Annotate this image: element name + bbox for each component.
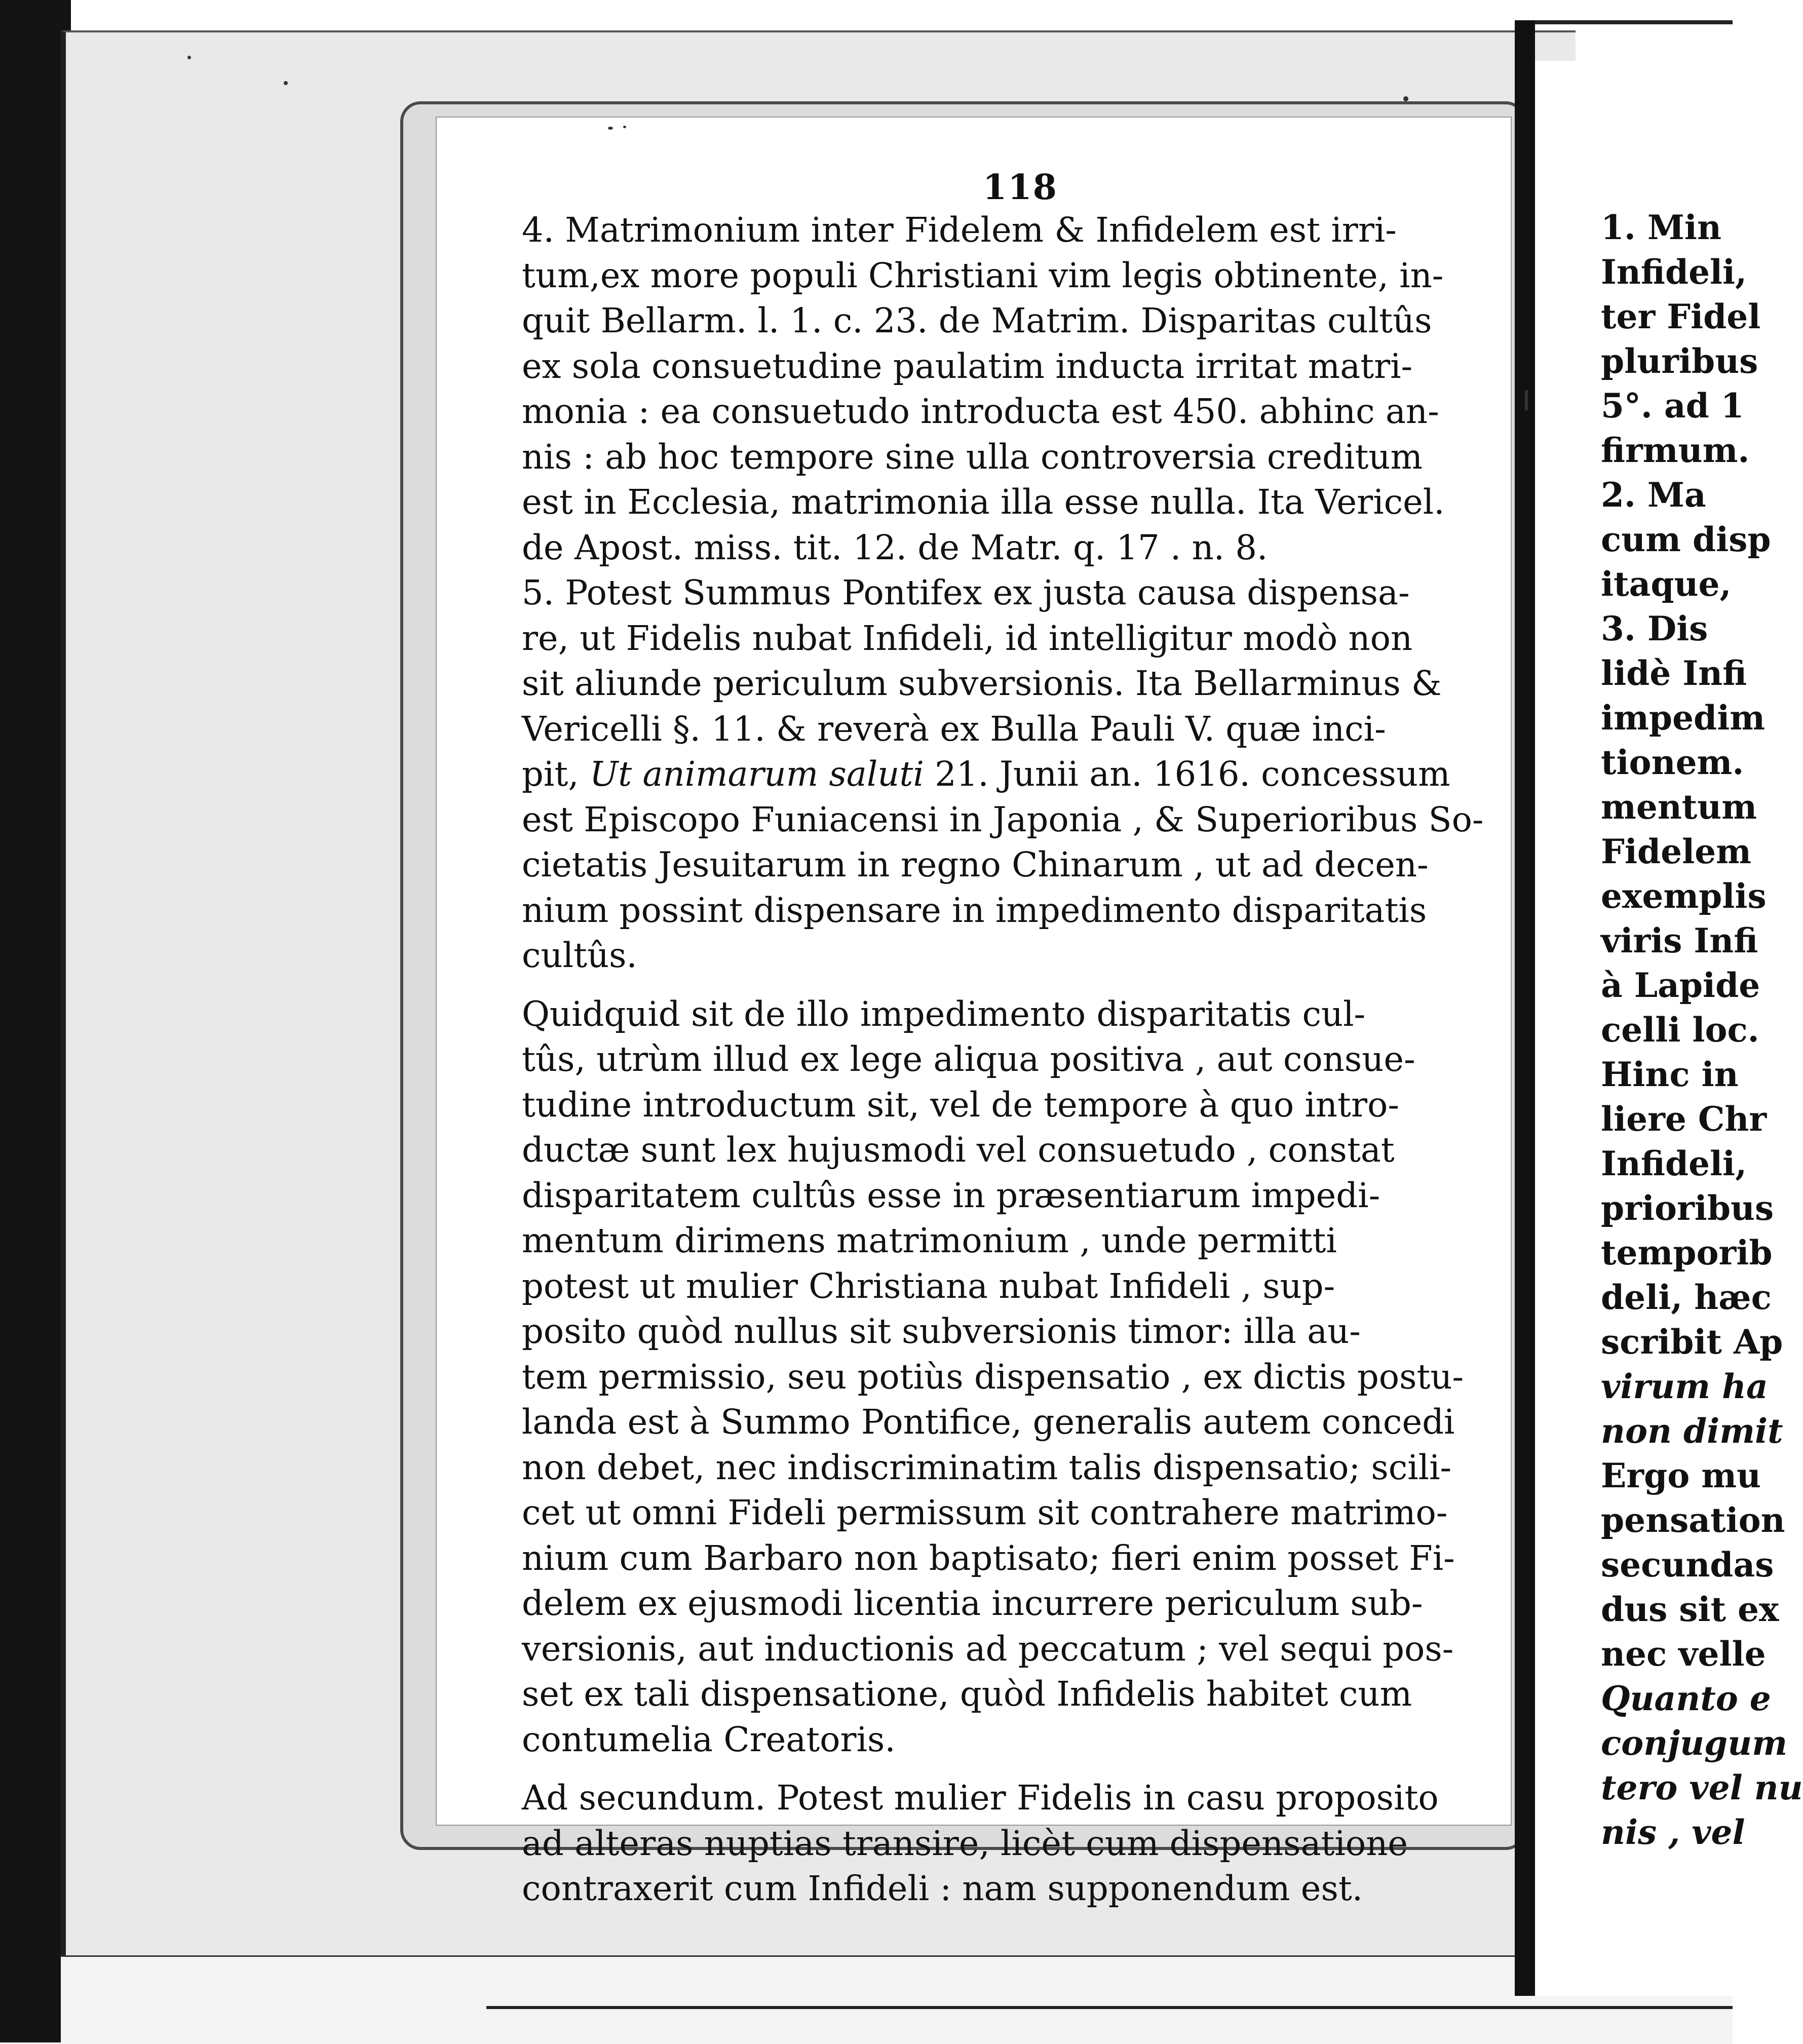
text-line: 5°. ad 1	[1601, 386, 1744, 426]
text-line: tero vel nu	[1601, 1768, 1803, 1807]
italic-title: Ut animarum saluti	[589, 754, 924, 794]
text-line: lidè Infi	[1601, 653, 1747, 693]
text-line: conjugum	[1601, 1723, 1788, 1763]
text-line: deli, hæc	[1601, 1278, 1772, 1317]
text-line: 4. Matrimonium inter Fidelem & Infidelem est irri-	[522, 210, 1397, 250]
text-line: ex sola consuetudine paulatim inducta irritat matri-	[522, 346, 1413, 386]
text-line: cet ut omni Fideli permissum sit contrahere matrimo-	[522, 1493, 1448, 1532]
text-line: Ad secundum. Potest mulier Fidelis in casu proposito	[522, 1778, 1439, 1818]
text-line: tem permissio, seu potiùs dispensatio , ex dictis postu-	[522, 1357, 1464, 1397]
text-line: ter Fidel	[1601, 297, 1761, 336]
text-line: contumelia Creatoris.	[522, 1719, 896, 1759]
text-line: virum ha	[1601, 1367, 1768, 1406]
main-text-block	[522, 208, 1484, 1912]
text-line: potest ut mulier Christiana nubat Infideli , sup-	[522, 1266, 1335, 1306]
right-page-top-edge	[1535, 20, 1733, 24]
text-line: nium possint dispensare in impedimento disparitatis	[522, 890, 1427, 930]
text-line: Hinc in	[1601, 1055, 1739, 1094]
text-line: Quidquid sit de illo impedimento disparitatis cul-	[522, 994, 1366, 1034]
text-line: cum disp	[1601, 520, 1771, 559]
text-line: re, ut Fidelis nubat Infideli, id intelligitur modò non	[522, 618, 1413, 658]
backing-sheet-bottom	[61, 1955, 1733, 2044]
text-line: liere Chr	[1601, 1099, 1767, 1139]
text-line: nis , vel	[1601, 1812, 1745, 1852]
text-line: à Lapide	[1601, 966, 1760, 1005]
text-line: nec velle	[1601, 1634, 1766, 1674]
text-line: celli loc.	[1601, 1010, 1759, 1050]
text-line: Fidelem	[1601, 832, 1751, 871]
text-line: 1. Min	[1601, 208, 1721, 247]
text-line: dus sit ex	[1601, 1590, 1779, 1629]
page-number: 118	[983, 167, 1058, 208]
text-line: est in Ecclesia, matrimonia illa esse nulla. Ita Vericel.	[522, 482, 1445, 522]
text-line: scribit Ap	[1601, 1322, 1783, 1362]
text-line: firmum.	[1601, 431, 1750, 470]
text-line: cietatis Jesuitarum in regno Chinarum , ut ad decen-	[522, 845, 1429, 884]
text-line: nis : ab hoc tempore sine ulla controversia creditum	[522, 437, 1423, 477]
text-line: tum,ex more populi Christiani vim legis obtinente, in-	[522, 255, 1444, 295]
text-line: non dimit	[1601, 1411, 1783, 1451]
text-line: sit aliunde periculum subversionis. Ita Bellarminus &	[522, 664, 1442, 703]
text-line: exemplis	[1601, 876, 1767, 916]
text-line: Infideli,	[1601, 252, 1747, 292]
text-line: quit Bellarm. l. 1. c. 23. de Matrim. Disparitas cultûs	[522, 301, 1432, 340]
text-line: est Episcopo Funiacensi in Japonia , & Superioribus So-	[522, 799, 1484, 839]
text-line: mentum dirimens matrimonium , unde permitti	[522, 1221, 1337, 1260]
text-line: 3. Dis	[1601, 609, 1708, 648]
text-line: de Apost. miss. tit. 12. de Matr. q. 17 . n. 8.	[522, 527, 1268, 567]
text-line: pensation	[1601, 1500, 1785, 1540]
backing-bottom-rule	[486, 2006, 1733, 2009]
text-line: pluribus	[1601, 341, 1758, 381]
text-line: versionis, aut inductionis ad peccatum ; vel sequi pos-	[522, 1629, 1454, 1669]
text-line: non debet, nec indiscriminatim talis dispensatio; scili-	[522, 1447, 1452, 1487]
text-line: cultûs.	[522, 936, 637, 975]
text-line: temporib	[1601, 1233, 1773, 1272]
text-line: landa est à Summo Pontifice, generalis autem concedi	[522, 1402, 1455, 1442]
text-line: Infideli,	[1601, 1144, 1747, 1183]
text-line: 5. Potest Summus Pontifex ex justa causa dispensa-	[522, 573, 1410, 612]
text-line: prioribus	[1601, 1188, 1774, 1228]
margin-mark	[1525, 390, 1528, 410]
text-line: 2. Ma	[1601, 475, 1706, 515]
scan-dark-edge	[0, 0, 71, 2042]
text-line: secundas	[1601, 1545, 1774, 1585]
text-line: delem ex ejusmodi licentia incurrere periculum sub-	[522, 1584, 1423, 1623]
text-line: contraxerit cum Infideli : nam supponendum est.	[522, 1869, 1363, 1908]
text-line: nium cum Barbaro non baptisato; fieri enim posset Fi-	[522, 1538, 1455, 1578]
text-line: Vericelli §. 11. & reverà ex Bulla Pauli V. quæ inci-	[522, 709, 1386, 749]
facing-page-text	[1601, 205, 1803, 1855]
text-line: posito quòd nullus sit subversionis timor: illa au-	[522, 1312, 1361, 1351]
text-line: viris Infi	[1601, 921, 1758, 960]
text-line: tûs, utrùm illud ex lege aliqua positiva , aut consue-	[522, 1039, 1415, 1079]
text-line: tionem.	[1601, 743, 1744, 782]
text-line: itaque,	[1601, 564, 1732, 604]
text-line: set ex tali dispensatione, quòd Infidelis habitet cum	[522, 1674, 1412, 1714]
text-line: monia : ea consuetudo introducta est 450. abhinc an-	[522, 392, 1439, 431]
text-line: pit, Ut animarum saluti 21. Junii an. 1616. concessum	[522, 754, 1450, 794]
text-line: Quanto e	[1601, 1679, 1771, 1718]
text-line: tudine introductum sit, vel de tempore à quo intro-	[522, 1085, 1399, 1125]
text-line: mentum	[1601, 787, 1757, 827]
text-line: ductæ sunt lex hujusmodi vel consuetudo , constat	[522, 1130, 1395, 1170]
text-line: ad alteras nuptias transire, licèt cum dispensatione	[522, 1823, 1408, 1863]
text-line: disparitatem cultûs esse in præsentiarum impedi-	[522, 1175, 1380, 1215]
text-line: impedim	[1601, 698, 1766, 738]
text-line: Ergo mu	[1601, 1456, 1761, 1495]
book-gutter	[1515, 20, 1535, 1996]
